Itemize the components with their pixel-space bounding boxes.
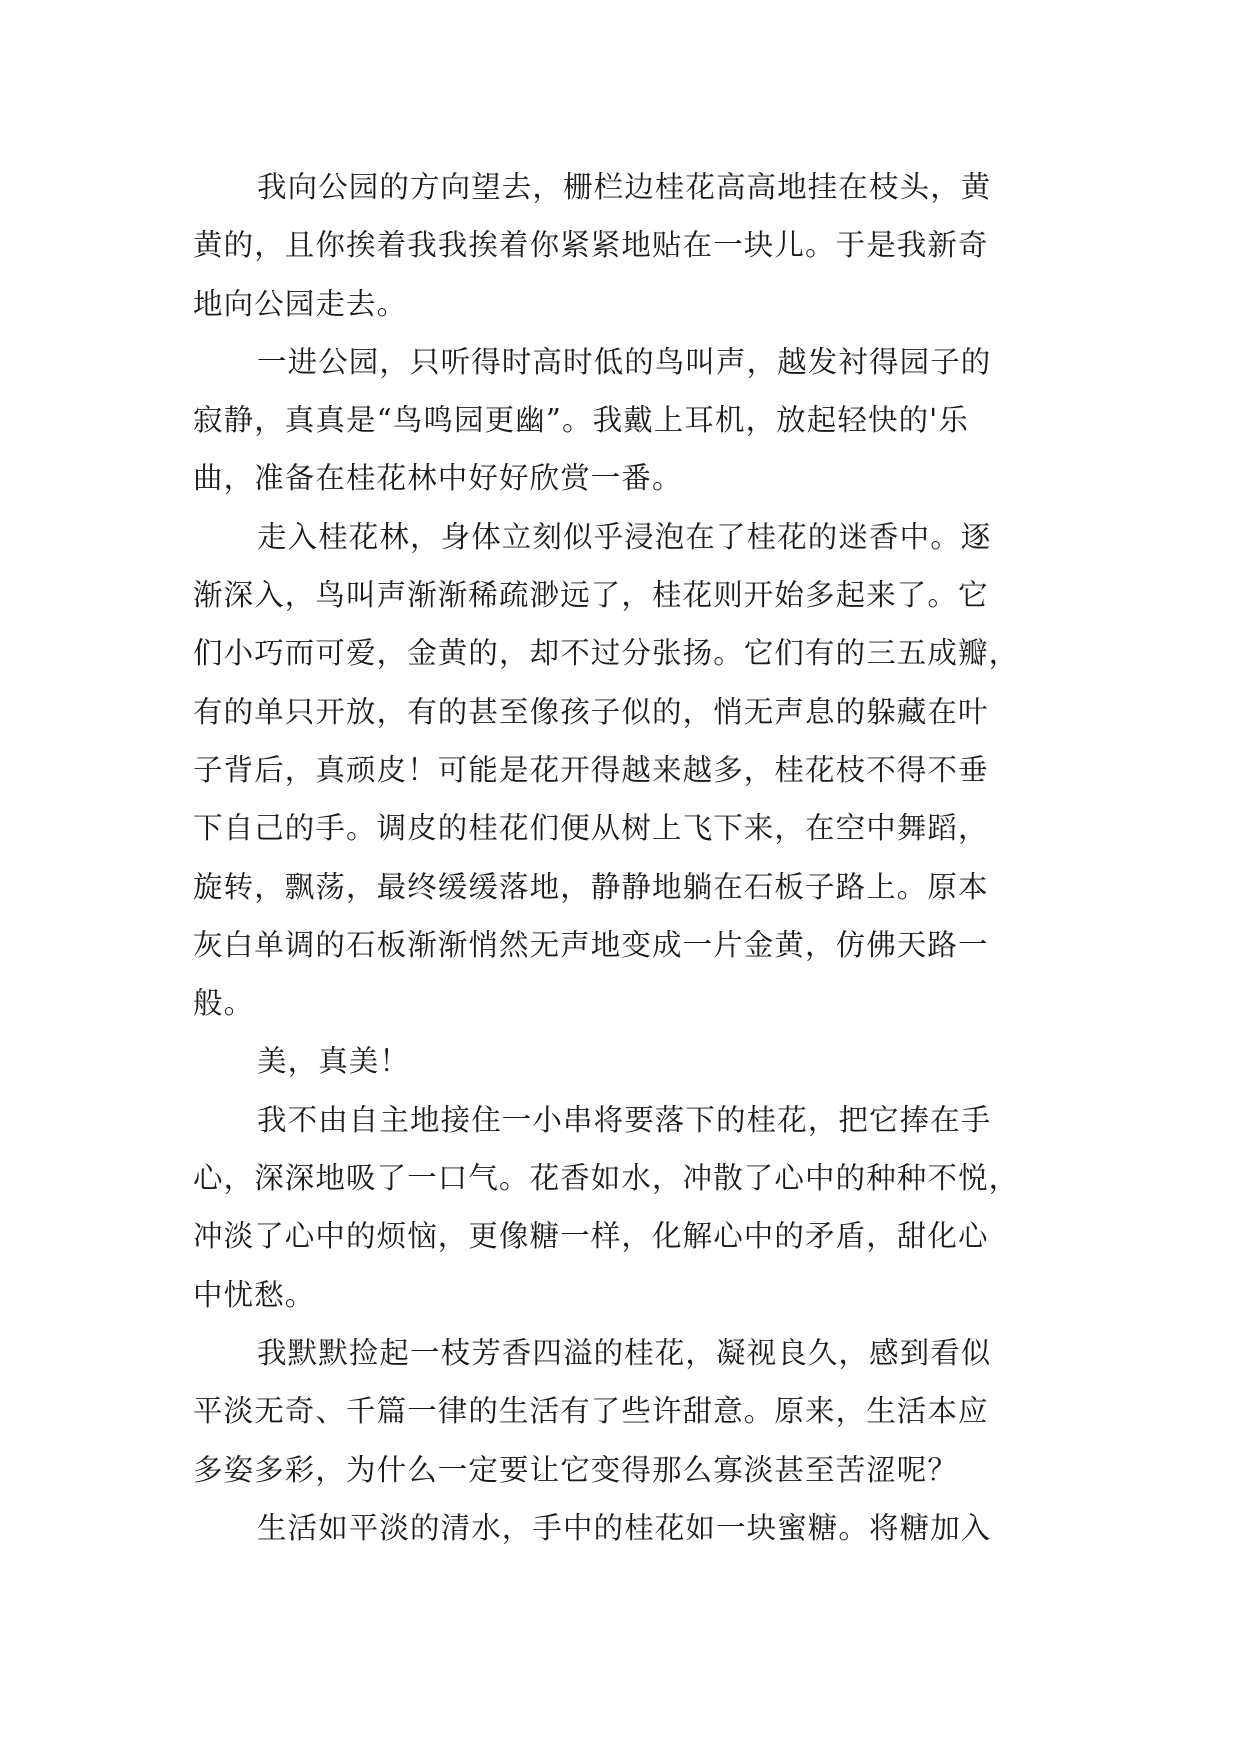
text-line: 美，真美！ — [257, 1044, 411, 1079]
essay-body — [193, 158, 1053, 1557]
text-line: 我默默捡起一枝芳香四溢的桂花，凝视良久，感到看似 — [257, 1335, 992, 1370]
text-line: 黄的，且你挨着我我挨着你紧紧地贴在一块儿。于是我新奇 — [193, 228, 989, 263]
text-line: 生活如平淡的清水，手中的桂花如一块蜜糖。将糖加入 — [257, 1510, 992, 1545]
text-line: 子背后，真顽皮！可能是花开得越来越多，桂花枝不得不垂 — [193, 752, 989, 787]
text-line: 多姿多彩，为什么一定要让它变得那么寡淡甚至苦涩呢？ — [193, 1452, 959, 1487]
text-line: 走入桂花林，身体立刻似乎浸泡在了桂花的迷香中。逐 — [257, 519, 992, 554]
text-line: 我向公园的方向望去，栅栏边桂花高高地挂在枝头，黄 — [257, 170, 992, 204]
text-line: 冲淡了心中的烦恼，更像糖一样，化解心中的矛盾，甜化心 — [193, 1219, 989, 1254]
text-line: 们小巧而可爱，金黄的，却不过分张扬。它们有的三五成瓣， — [193, 636, 1020, 671]
text-line: 心，深深地吸了一口气。花香如水，冲散了心中的种种不悦， — [193, 1161, 1020, 1196]
text-line: 般。 — [193, 986, 255, 1021]
text-line: 平淡无奇、千篇一律的生活有了些许甜意。原来，生活本应 — [193, 1394, 989, 1429]
text-line: 一进公园，只听得时高时低的鸟叫声，越发衬得园子的 — [257, 344, 992, 379]
text-line: 下自己的手。调皮的桂花们便从树上飞下来，在空中舞蹈， — [193, 811, 989, 846]
text-line: 曲，准备在桂花林中好好欣赏一番。 — [193, 461, 683, 496]
text-line: 灰白单调的石板渐渐悄然无声地变成一片金黄，仿佛天路一 — [193, 927, 989, 962]
text-line: 中忧愁。 — [193, 1277, 316, 1312]
text-line: 地向公园走去。 — [193, 286, 408, 321]
text-line: 寂静，真真是“鸟鸣园更幽”。我戴上耳机，放起轻快的'乐 — [193, 403, 969, 438]
text-line: 渐深入，鸟叫声渐渐稀疏渺远了，桂花则开始多起来了。它 — [193, 578, 989, 613]
text-line: 我不由自主地接住一小串将要落下的桂花，把它捧在手 — [257, 1102, 992, 1137]
text-line: 有的单只开放，有的甚至像孩子似的，悄无声息的躲藏在叶 — [193, 694, 989, 729]
text-line: 旋转，飘荡，最终缓缓落地，静静地躺在石板子路上。原本 — [193, 869, 989, 904]
